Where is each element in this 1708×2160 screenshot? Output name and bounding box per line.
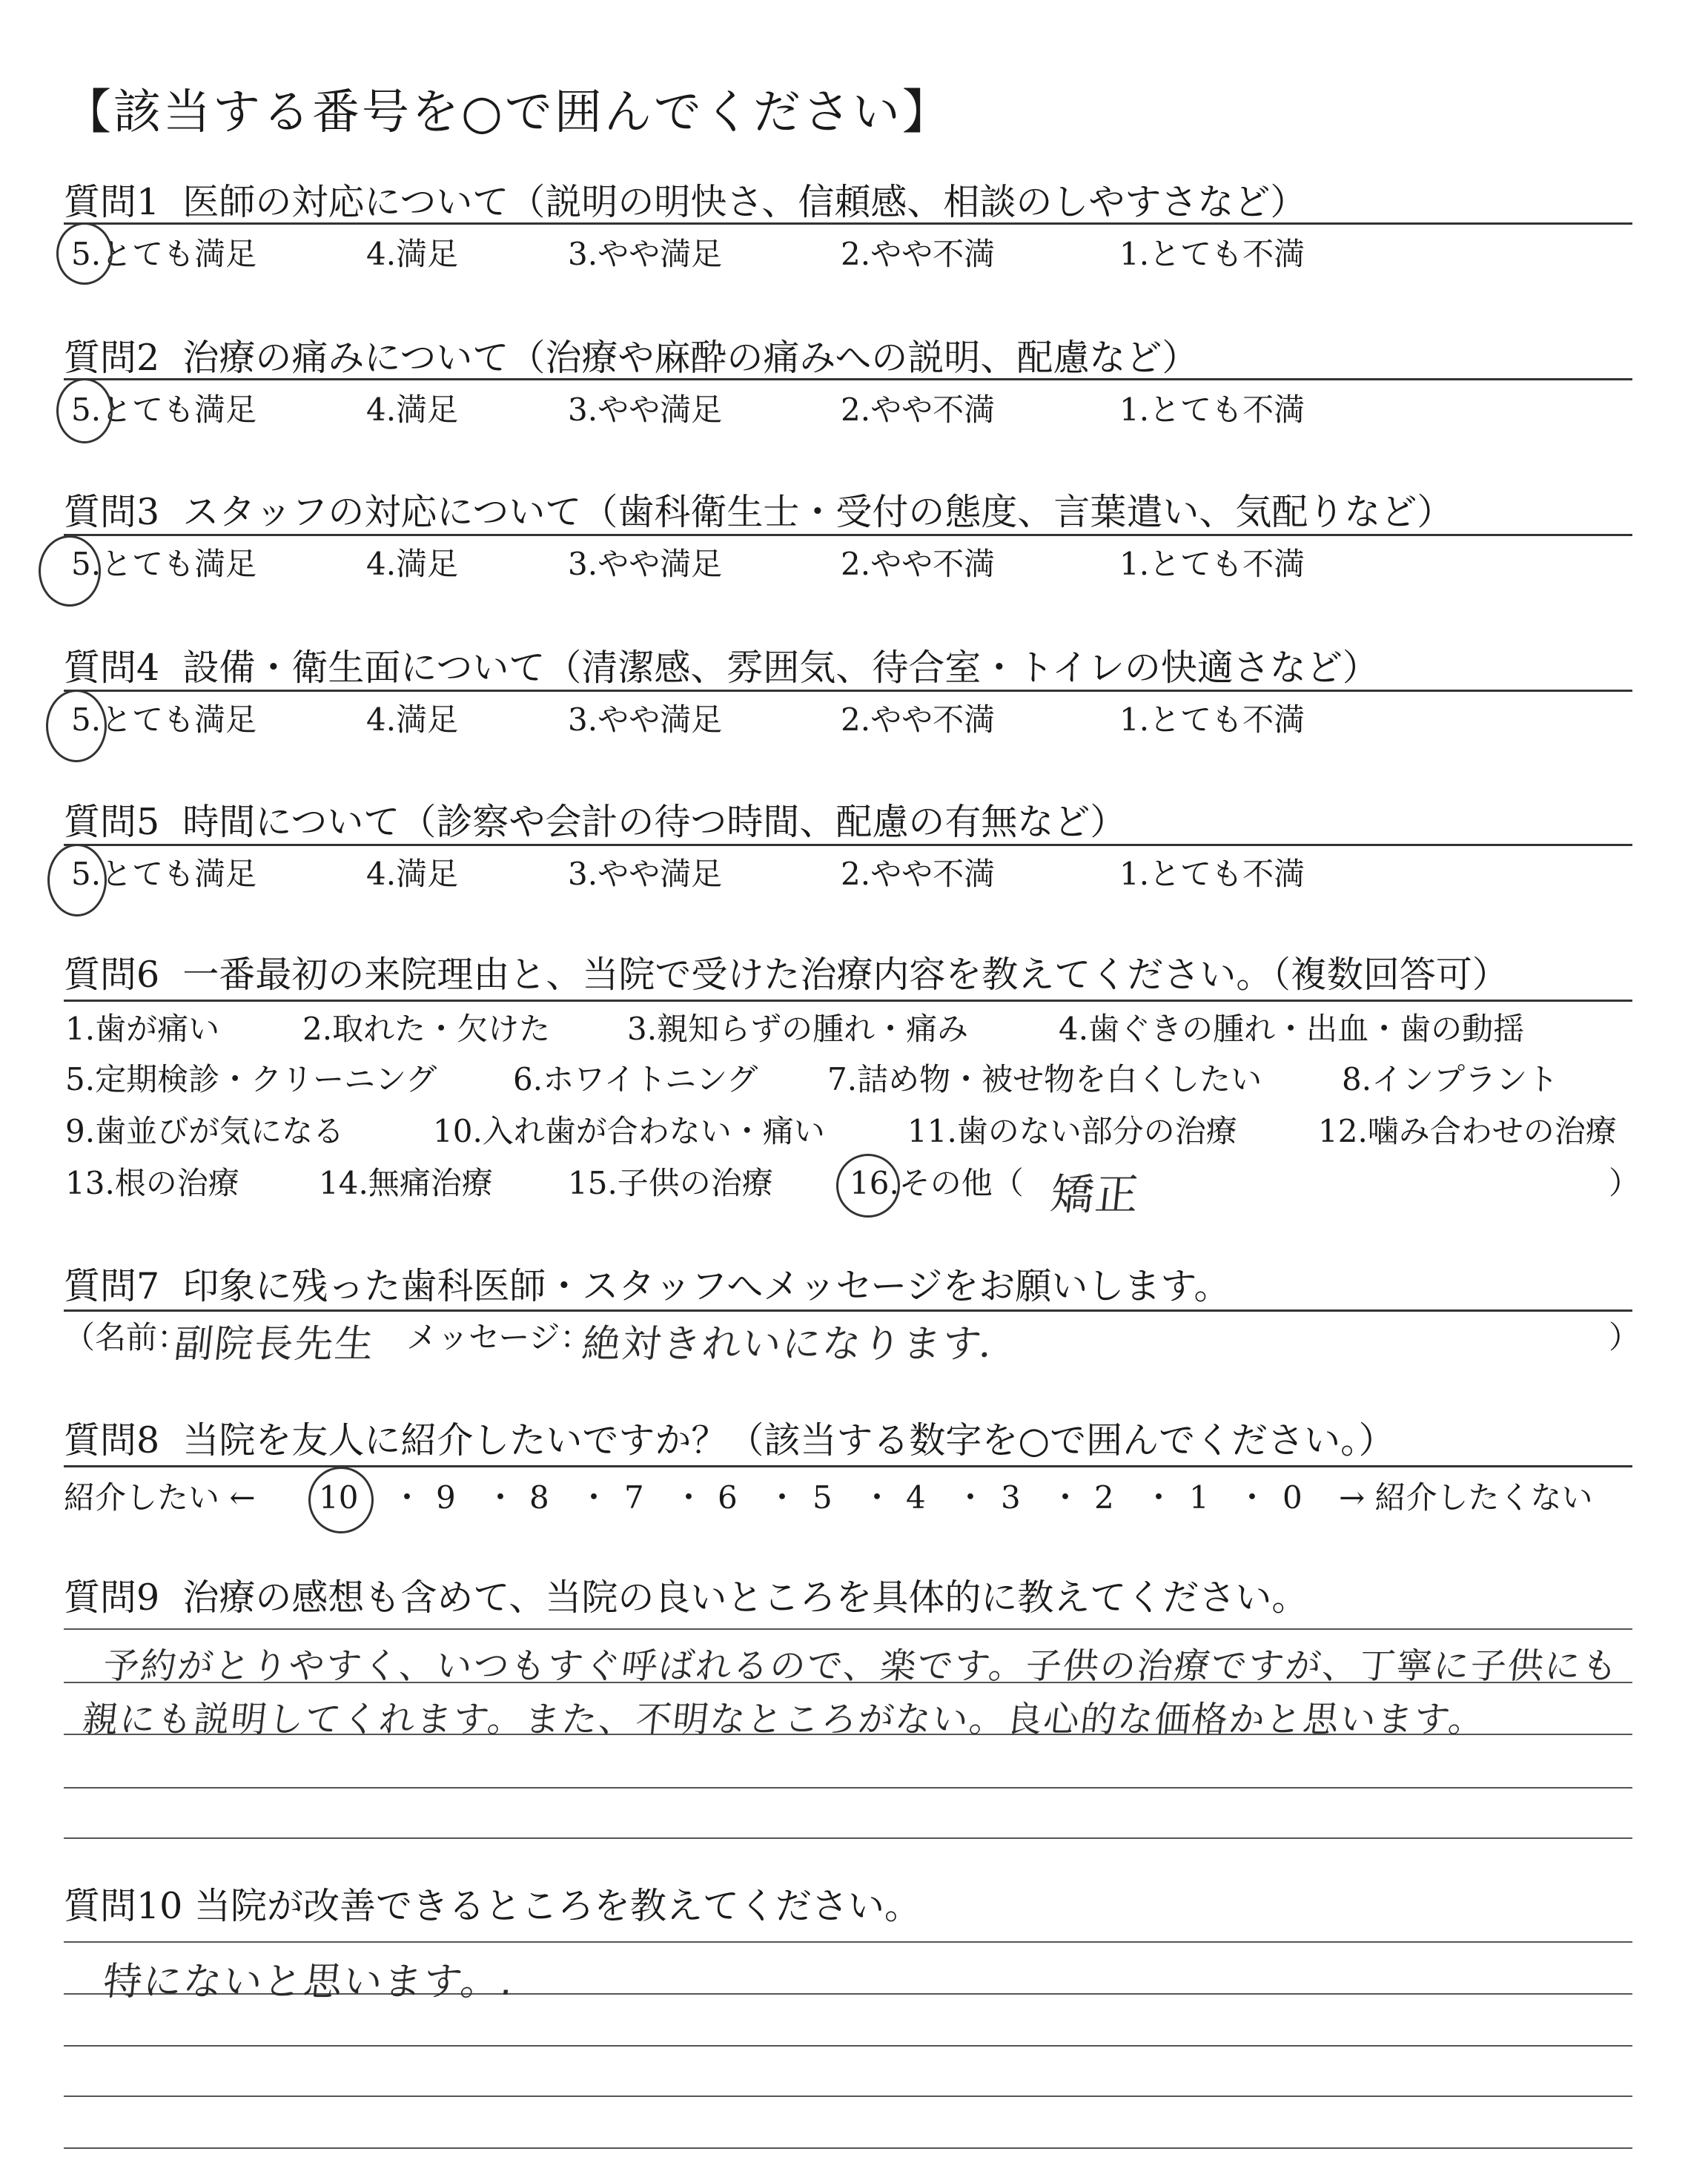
q8-dot: ・ bbox=[391, 1479, 423, 1516]
q9-rule-4 bbox=[64, 1787, 1632, 1789]
q6-option-3[interactable]: 3.親知らずの腫れ・痛み bbox=[627, 1011, 969, 1047]
question-2-label: 質問2 bbox=[64, 337, 160, 379]
q8-dot: ・ bbox=[578, 1479, 610, 1516]
q6-selected-circle bbox=[836, 1154, 900, 1218]
question-6-label: 質問6 bbox=[64, 954, 160, 996]
question-2-text: 治療の痛みについて（治療や麻酔の痛みへの説明、配慮など） bbox=[182, 337, 1199, 379]
question-2-rule bbox=[64, 378, 1632, 380]
q1-option-3[interactable]: 3.やや満足 bbox=[568, 236, 723, 272]
q8-right-label: → 紹介したくない bbox=[1339, 1479, 1593, 1516]
q7-name-label: （名前： bbox=[64, 1319, 189, 1355]
q2-selected-circle bbox=[56, 378, 113, 443]
q8-dot: ・ bbox=[767, 1479, 798, 1516]
q8-dot: ・ bbox=[485, 1479, 517, 1516]
q8-score-3[interactable]: 3 bbox=[1001, 1479, 1021, 1516]
question-10-title bbox=[64, 1880, 1632, 1932]
q6-option-16[interactable]: 16.その他（ bbox=[850, 1165, 1024, 1201]
q6-option-13[interactable]: 13.根の治療 bbox=[65, 1165, 239, 1201]
question-10-text: 当院が改善できるところを教えてください。 bbox=[193, 1885, 921, 1927]
question-5-rule bbox=[64, 844, 1632, 846]
q8-score-2[interactable]: 2 bbox=[1094, 1479, 1114, 1516]
q8-score-5[interactable]: 5 bbox=[812, 1479, 833, 1516]
question-5-label: 質問5 bbox=[64, 801, 160, 843]
q8-dot: ・ bbox=[1237, 1479, 1268, 1516]
q6-other-close-paren: ） bbox=[1609, 1165, 1641, 1201]
q2-option-3[interactable]: 3.やや満足 bbox=[568, 392, 723, 428]
question-4-text: 設備・衛生面について（清潔感、雰囲気、待合室・トイレの快適さなど） bbox=[182, 647, 1379, 689]
question-3-text: スタッフの対応について（歯科衛生士・受付の態度、言葉遣い、気配りなど） bbox=[182, 491, 1454, 533]
q6-option-15[interactable]: 15.子供の治療 bbox=[568, 1165, 773, 1201]
question-7-text: 印象に残った歯科医師・スタッフへメッセージをお願いします。 bbox=[182, 1265, 1231, 1307]
question-8-title bbox=[64, 1415, 1632, 1467]
q10-handwritten: 特にないと思います。. bbox=[101, 1960, 517, 2004]
question-8-rule bbox=[64, 1465, 1632, 1467]
question-10-label: 質問10 bbox=[64, 1885, 183, 1927]
question-1-title bbox=[64, 176, 1632, 228]
q8-dot: ・ bbox=[1050, 1479, 1082, 1516]
q6-option-2[interactable]: 2.取れた・欠けた bbox=[302, 1011, 551, 1047]
q6-option-8[interactable]: 8.インプラント bbox=[1342, 1061, 1559, 1097]
q8-score-9[interactable]: 9 bbox=[436, 1479, 456, 1516]
q4-selected-circle bbox=[46, 690, 107, 762]
q4-option-4[interactable]: 4.満足 bbox=[366, 701, 459, 738]
q8-score-1[interactable]: 1 bbox=[1189, 1479, 1209, 1516]
q4-option-2[interactable]: 2.やや不満 bbox=[841, 701, 996, 738]
question-4-rule bbox=[64, 690, 1632, 692]
q1-option-2[interactable]: 2.やや不満 bbox=[841, 236, 996, 272]
q9-handwritten-line-1: 予約がとりやすく、いつもすぐ呼ばれるので、楽です。子供の治療ですが、丁寧に子供にも bbox=[101, 1645, 1621, 1687]
q5-option-5[interactable]: 5.とても満足 bbox=[71, 856, 257, 892]
q6-option-5[interactable]: 5.定期検診・クリーニング bbox=[65, 1061, 437, 1097]
q10-rule-5 bbox=[64, 2147, 1632, 2149]
q8-dot: ・ bbox=[955, 1479, 987, 1516]
q10-rule-1 bbox=[64, 1941, 1632, 1943]
q10-rule-3 bbox=[64, 2045, 1632, 2047]
q7-name-handwritten: 副院長先生 bbox=[172, 1322, 377, 1367]
question-9-label: 質問9 bbox=[64, 1576, 160, 1619]
q4-option-1[interactable]: 1.とても不満 bbox=[1119, 701, 1305, 738]
q3-option-1[interactable]: 1.とても不満 bbox=[1119, 546, 1305, 582]
q9-rule-1 bbox=[64, 1628, 1632, 1630]
q6-option-7[interactable]: 7.詰め物・被せ物を白くしたい bbox=[827, 1061, 1262, 1097]
question-8-label: 質問8 bbox=[64, 1419, 160, 1462]
q6-option-14[interactable]: 14.無痛治療 bbox=[319, 1165, 493, 1201]
q8-score-8[interactable]: 8 bbox=[529, 1479, 549, 1516]
question-3-title bbox=[64, 486, 1632, 538]
q10-rule-4 bbox=[64, 2095, 1632, 2097]
q5-option-2[interactable]: 2.やや不満 bbox=[841, 856, 996, 892]
q1-option-1[interactable]: 1.とても不満 bbox=[1119, 236, 1305, 272]
q8-score-4[interactable]: 4 bbox=[906, 1479, 926, 1516]
question-4-label: 質問4 bbox=[64, 647, 160, 689]
q8-selected-circle bbox=[308, 1467, 374, 1533]
question-3-rule bbox=[64, 534, 1632, 536]
q7-close-paren: ） bbox=[1609, 1319, 1641, 1355]
q9-handwritten-line-2: 親にも説明してくれます。また、不明なところがない。良心的な価格かと思います。 bbox=[80, 1699, 1488, 1740]
q2-option-2[interactable]: 2.やや不満 bbox=[841, 392, 996, 428]
question-4-title bbox=[64, 642, 1632, 694]
q3-option-5[interactable]: 5.とても満足 bbox=[71, 546, 257, 582]
q6-option-10[interactable]: 10.入れ歯が合わない・痛い bbox=[433, 1113, 825, 1149]
q5-option-3[interactable]: 3.やや満足 bbox=[568, 856, 723, 892]
q4-option-5[interactable]: 5.とても満足 bbox=[71, 701, 257, 738]
q7-message-label: メッセージ： bbox=[406, 1319, 592, 1355]
q3-selected-circle bbox=[39, 535, 101, 607]
q6-option-4[interactable]: 4.歯ぐきの腫れ・出血・歯の動揺 bbox=[1059, 1011, 1525, 1047]
q8-left-label: 紹介したい ← bbox=[64, 1479, 256, 1516]
question-8-text: 当院を友人に紹介したいですか？（該当する数字を○で囲んでください。） bbox=[182, 1419, 1395, 1462]
question-1-label: 質問1 bbox=[64, 181, 160, 223]
page-heading: 【該当する番号を○で囲んでください】 bbox=[64, 85, 952, 140]
q6-option-11[interactable]: 11.歯のない部分の治療 bbox=[907, 1113, 1237, 1149]
q6-option-12[interactable]: 12.噛み合わせの治療 bbox=[1318, 1113, 1617, 1149]
question-5-title bbox=[64, 796, 1632, 848]
question-6-text: 一番最初の来院理由と、当院で受けた治療内容を教えてください。（複数回答可） bbox=[182, 954, 1509, 996]
question-9-text: 治療の感想も含めて、当院の良いところを具体的に教えてください。 bbox=[182, 1576, 1308, 1619]
question-3-label: 質問3 bbox=[64, 491, 160, 533]
q8-score-0[interactable]: 0 bbox=[1282, 1479, 1302, 1516]
q6-option-9[interactable]: 9.歯並びが気になる bbox=[65, 1113, 345, 1149]
q4-option-3[interactable]: 3.やや満足 bbox=[568, 701, 723, 738]
q8-score-7[interactable]: 7 bbox=[624, 1479, 644, 1516]
q6-other-handwritten: 矯正 bbox=[1047, 1169, 1143, 1220]
q3-option-4[interactable]: 4.満足 bbox=[366, 546, 459, 582]
q3-option-3[interactable]: 3.やや満足 bbox=[568, 546, 723, 582]
q8-dot: ・ bbox=[1143, 1479, 1175, 1516]
q5-option-4[interactable]: 4.満足 bbox=[366, 856, 459, 892]
question-9-title bbox=[64, 1572, 1632, 1624]
q1-selected-circle bbox=[56, 222, 113, 285]
q2-option-4[interactable]: 4.満足 bbox=[366, 392, 459, 428]
q1-option-5[interactable]: 5.とても満足 bbox=[71, 236, 257, 272]
question-1-rule bbox=[64, 222, 1632, 225]
question-7-label: 質問7 bbox=[64, 1265, 160, 1307]
q9-rule-5 bbox=[64, 1837, 1632, 1839]
q8-dot: ・ bbox=[673, 1479, 705, 1516]
q7-message-handwritten: 絶対きれいになります． bbox=[580, 1322, 1022, 1367]
q5-option-1[interactable]: 1.とても不満 bbox=[1119, 856, 1305, 892]
question-7-rule bbox=[64, 1309, 1632, 1312]
q1-option-4[interactable]: 4.満足 bbox=[366, 236, 459, 272]
q2-option-5[interactable]: 5.とても満足 bbox=[71, 392, 257, 428]
question-2-title bbox=[64, 332, 1632, 384]
question-6-rule bbox=[64, 1000, 1632, 1002]
q3-option-2[interactable]: 2.やや不満 bbox=[841, 546, 996, 582]
question-7-title bbox=[64, 1261, 1632, 1312]
question-1-text: 医師の対応について（説明の明快さ、信頼感、相談のしやすさなど） bbox=[182, 181, 1307, 223]
q8-score-6[interactable]: 6 bbox=[718, 1479, 738, 1516]
q5-selected-circle bbox=[47, 844, 107, 916]
question-5-text: 時間について（診察や会計の待つ時間、配慮の有無など） bbox=[182, 801, 1127, 843]
q6-option-1[interactable]: 1.歯が痛い bbox=[65, 1011, 220, 1047]
q8-dot: ・ bbox=[861, 1479, 893, 1516]
question-6-title bbox=[64, 949, 1632, 1001]
q8-score-10[interactable]: 10 bbox=[319, 1479, 359, 1516]
q6-option-6[interactable]: 6.ホワイトニング bbox=[513, 1061, 758, 1097]
q2-option-1[interactable]: 1.とても不満 bbox=[1119, 392, 1305, 428]
